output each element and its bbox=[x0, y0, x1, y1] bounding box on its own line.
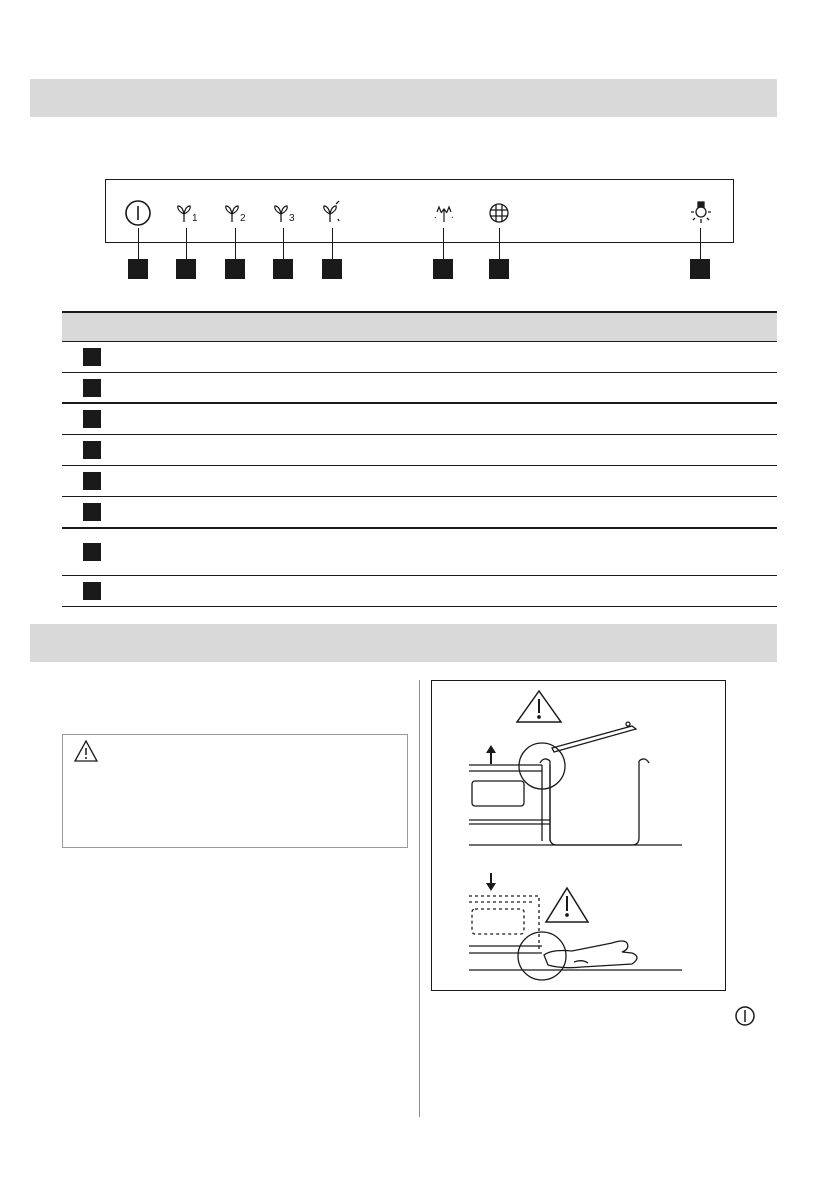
marker-square bbox=[176, 259, 196, 279]
breeze-icon bbox=[429, 198, 459, 228]
light-icon bbox=[686, 198, 716, 228]
table-row bbox=[62, 466, 777, 497]
table-row bbox=[62, 373, 777, 404]
marker-square bbox=[489, 259, 509, 279]
marker-square bbox=[322, 259, 342, 279]
table-row bbox=[62, 497, 777, 529]
table-header bbox=[62, 311, 777, 342]
leader-line bbox=[235, 228, 236, 259]
leader-line bbox=[499, 228, 500, 259]
section-header-band-2 bbox=[30, 624, 777, 662]
row-marker bbox=[83, 472, 101, 490]
row-marker bbox=[83, 582, 101, 600]
leader-line bbox=[332, 228, 333, 259]
leader-line bbox=[700, 228, 701, 259]
row-marker bbox=[83, 348, 101, 366]
warning-box bbox=[62, 734, 408, 848]
power-icon bbox=[734, 1005, 756, 1027]
leader-line bbox=[186, 228, 187, 259]
section-header-band-1 bbox=[30, 79, 777, 117]
leader-line bbox=[283, 228, 284, 259]
table-row bbox=[62, 404, 777, 435]
fan-intensive-icon bbox=[317, 198, 347, 228]
row-marker bbox=[83, 543, 101, 561]
marker-square bbox=[225, 259, 245, 279]
grease-filter-icon bbox=[484, 198, 514, 228]
marker-square bbox=[690, 259, 710, 279]
power-icon bbox=[123, 198, 153, 228]
warning-icon bbox=[73, 739, 99, 768]
row-marker bbox=[83, 379, 101, 397]
leader-line bbox=[443, 228, 444, 259]
table-row bbox=[62, 342, 777, 373]
table-row bbox=[62, 576, 777, 607]
table-row bbox=[62, 435, 777, 466]
fan-speed-3-icon bbox=[269, 198, 299, 228]
svg-text:3: 3 bbox=[289, 213, 295, 224]
marker-square bbox=[273, 259, 293, 279]
row-marker bbox=[83, 503, 101, 521]
column-divider bbox=[419, 680, 420, 1117]
leader-line bbox=[138, 228, 139, 259]
table-row bbox=[62, 529, 777, 576]
row-marker bbox=[83, 410, 101, 428]
svg-text:1: 1 bbox=[192, 213, 198, 224]
svg-text:2: 2 bbox=[240, 213, 246, 224]
fan-speed-1-icon bbox=[172, 198, 202, 228]
fan-speed-2-icon bbox=[220, 198, 250, 228]
safety-illustration bbox=[431, 680, 726, 991]
marker-square bbox=[128, 259, 148, 279]
marker-square bbox=[433, 259, 453, 279]
row-marker bbox=[83, 441, 101, 459]
